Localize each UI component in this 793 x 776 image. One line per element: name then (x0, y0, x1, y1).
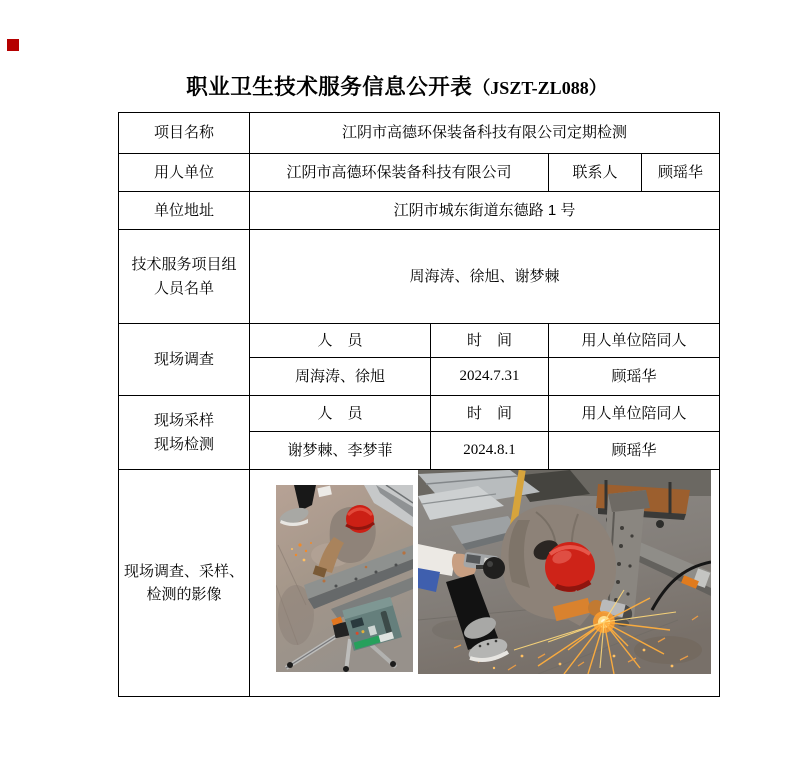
page-title-code: （JSZT-ZL088） (472, 78, 607, 98)
table-row (119, 324, 720, 358)
table-row (119, 396, 720, 432)
team-label: 技术服务项目组 人员名单 (119, 230, 250, 324)
site-photo-detection (418, 470, 711, 674)
survey-col-escort: 用人单位陪同人 (549, 324, 720, 358)
address-value: 江阴市城东街道东德路 1 号 (250, 192, 720, 230)
employer-value: 江阴市高德环保装备科技有限公司 (250, 154, 549, 192)
survey-person: 周海涛、徐旭 (250, 358, 431, 396)
sampling-escort: 顾瑶华 (549, 432, 720, 470)
sampling-col-person: 人 员 (250, 396, 431, 432)
employer-label: 用人单位 (119, 154, 250, 192)
table-row (119, 192, 720, 230)
survey-escort: 顾瑶华 (549, 358, 720, 396)
survey-date: 2024.7.31 (431, 358, 549, 396)
sampling-label: 现场采样 现场检测 (119, 396, 250, 470)
survey-col-time: 时 间 (431, 324, 549, 358)
sampling-person: 谢梦棘、李梦菲 (250, 432, 431, 470)
address-label: 单位地址 (119, 192, 250, 230)
disclosure-form-table (118, 112, 720, 697)
media-label: 现场调查、采样、 检测的影像 (119, 470, 250, 697)
sampling-date: 2024.8.1 (431, 432, 549, 470)
table-row (119, 470, 720, 697)
contact-label: 联系人 (549, 154, 642, 192)
photo-cell (250, 470, 720, 697)
team-value: 周海涛、徐旭、谢梦棘 (250, 230, 720, 324)
survey-col-person: 人 员 (250, 324, 431, 358)
table-row (119, 154, 720, 192)
project-name-value: 江阴市高德环保装备科技有限公司定期检测 (250, 113, 720, 154)
sampling-col-time: 时 间 (431, 396, 549, 432)
project-name-label: 项目名称 (119, 113, 250, 154)
table-row (119, 230, 720, 324)
red-stamp-marker (7, 39, 19, 51)
page-title-text: 职业卫生技术服务信息公开表 (186, 75, 473, 99)
table-row (119, 113, 720, 154)
sampling-col-escort: 用人单位陪同人 (549, 396, 720, 432)
contact-name: 顾瑶华 (642, 154, 720, 192)
site-photo-sampling (276, 485, 413, 672)
page-title (0, 70, 793, 101)
survey-label: 现场调查 (119, 324, 250, 396)
